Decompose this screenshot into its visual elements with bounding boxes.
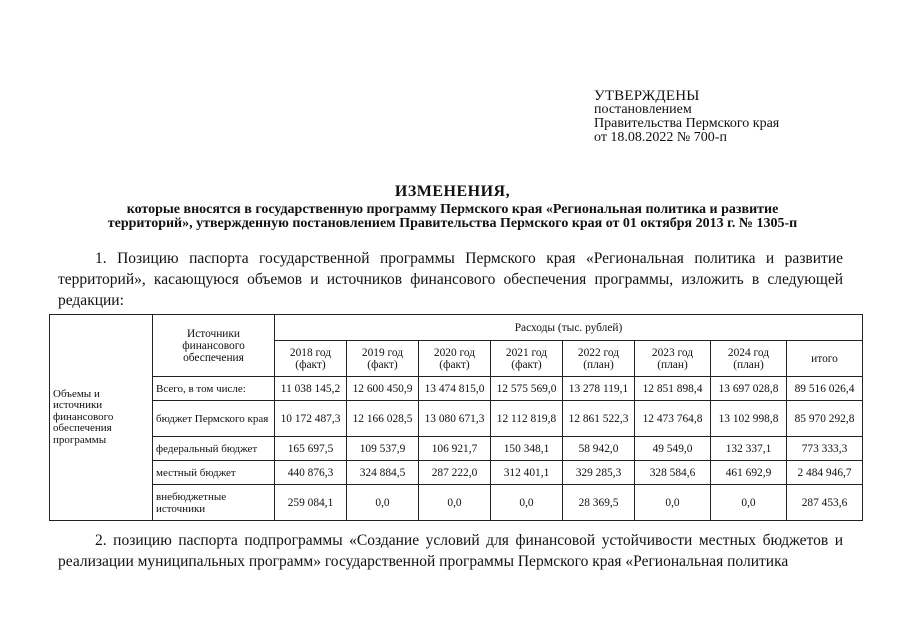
year-header: 2021 год (факт) [491, 341, 563, 377]
table-row [50, 401, 863, 437]
value-cell: 287 222,0 [419, 461, 491, 485]
approval-date: от 18.08.2022 № 700-п [594, 130, 727, 145]
value-cell: 329 285,3 [563, 461, 635, 485]
value-cell: 109 537,9 [347, 437, 419, 461]
value-cell: 12 861 522,3 [563, 401, 635, 437]
approval-stamp [594, 89, 894, 145]
total-cell: 773 333,3 [787, 437, 863, 461]
value-cell: 49 549,0 [635, 437, 711, 461]
value-cell: 13 278 119,1 [563, 377, 635, 401]
source-cell: федеральный бюджет [153, 437, 275, 461]
value-cell: 13 697 028,8 [711, 377, 787, 401]
value-cell: 12 575 569,0 [491, 377, 563, 401]
value-cell: 165 697,5 [275, 437, 347, 461]
value-cell: 12 166 028,5 [347, 401, 419, 437]
table-row [50, 461, 863, 485]
value-cell: 0,0 [635, 485, 711, 521]
value-cell: 132 337,1 [711, 437, 787, 461]
value-cell: 259 084,1 [275, 485, 347, 521]
total-cell: 2 484 946,7 [787, 461, 863, 485]
value-cell: 461 692,9 [711, 461, 787, 485]
total-cell: 85 970 292,8 [787, 401, 863, 437]
year-header: 2024 год (план) [711, 341, 787, 377]
value-cell: 12 600 450,9 [347, 377, 419, 401]
row-label: Объемы и источники финансового обеспечения программы [50, 315, 153, 521]
value-cell: 58 942,0 [563, 437, 635, 461]
subtitle-line: которые вносятся в государственную программу Пермского края «Региональная политика и развитие [126, 202, 779, 217]
year-header: 2019 год (факт) [347, 341, 419, 377]
paragraph-2: 2. позицию паспорта подпрограммы «Создание условий для финансовой устойчивости местных бюджетов и реализации муниципальных программ» государственной программы Пермского края «Региональная политика [58, 532, 843, 570]
financing-table [49, 314, 863, 521]
value-cell: 13 474 815,0 [419, 377, 491, 401]
approval-line: постановлением [594, 102, 692, 117]
value-cell: 324 884,5 [347, 461, 419, 485]
value-cell: 12 112 819,8 [491, 401, 563, 437]
value-cell: 11 038 145,2 [275, 377, 347, 401]
subtitle-line: территорий», утвержденную постановлением Правительства Пермского края от 01 октября 2013 г. № 1305-п [107, 216, 798, 231]
value-cell: 28 369,5 [563, 485, 635, 521]
document-subtitle [0, 203, 905, 231]
value-cell: 150 348,1 [491, 437, 563, 461]
paragraph-1: 1. Позицию паспорта государственной программы Пермского края «Региональная политика и развитие территорий», касающуюся объемов и источников финансового обеспечения программы, изложить в следующей редакции: [58, 250, 843, 309]
year-header: 2020 год (факт) [419, 341, 491, 377]
value-cell: 10 172 487,3 [275, 401, 347, 437]
value-cell: 328 584,6 [635, 461, 711, 485]
value-cell: 0,0 [711, 485, 787, 521]
value-cell: 0,0 [347, 485, 419, 521]
source-cell: внебюджетные источники [153, 485, 275, 521]
approval-line: Правительства Пермского края [594, 116, 780, 131]
value-cell: 12 851 898,4 [635, 377, 711, 401]
source-cell: бюджет Пермского края [153, 401, 275, 437]
year-header: 2022 год (план) [563, 341, 635, 377]
approval-heading: УТВЕРЖДЕНЫ [594, 88, 700, 104]
table-row [50, 377, 863, 401]
table-row [50, 437, 863, 461]
value-cell: 13 080 671,3 [419, 401, 491, 437]
value-cell: 440 876,3 [275, 461, 347, 485]
total-cell: 89 516 026,4 [787, 377, 863, 401]
total-cell: 287 453,6 [787, 485, 863, 521]
expenses-header: Расходы (тыс. рублей) [275, 315, 863, 341]
year-header: 2018 год (факт) [275, 341, 347, 377]
source-cell: Всего, в том числе: [153, 377, 275, 401]
source-cell: местный бюджет [153, 461, 275, 485]
document-title: ИЗМЕНЕНИЯ, [394, 183, 511, 200]
sources-header: Источники финансового обеспечения [153, 315, 275, 377]
total-header: итого [787, 341, 863, 377]
value-cell: 13 102 998,8 [711, 401, 787, 437]
value-cell: 312 401,1 [491, 461, 563, 485]
table-row [50, 485, 863, 521]
value-cell: 0,0 [491, 485, 563, 521]
value-cell: 106 921,7 [419, 437, 491, 461]
value-cell: 0,0 [419, 485, 491, 521]
year-header: 2023 год (план) [635, 341, 711, 377]
value-cell: 12 473 764,8 [635, 401, 711, 437]
